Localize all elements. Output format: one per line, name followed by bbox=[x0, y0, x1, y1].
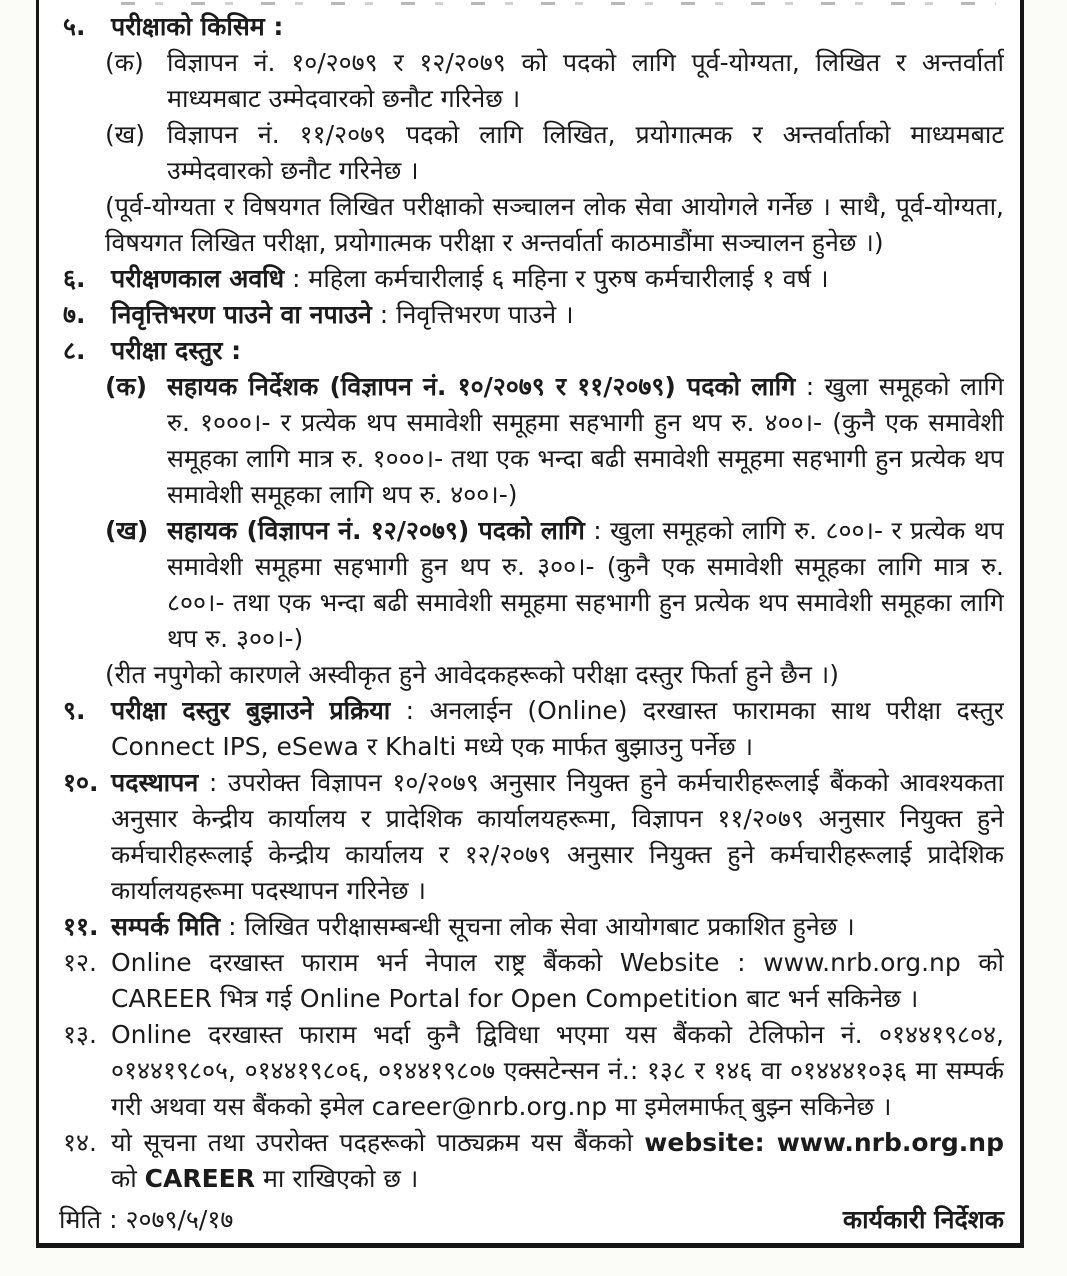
item-8-sub-kha-marker: (ख) bbox=[105, 516, 149, 545]
item-13 bbox=[61, 1017, 1004, 1125]
item-9 bbox=[61, 693, 1004, 765]
item-6-number: ६. bbox=[63, 264, 86, 293]
item-8-sub-ka-marker: (क) bbox=[105, 372, 148, 401]
item-14-number: १४. bbox=[63, 1128, 97, 1157]
item-11-number: ११. bbox=[63, 912, 99, 941]
item-14-text-1: यो सूचना तथा उपरोक्त पदहरूको पाठ्यक्रम यस बैंकको bbox=[111, 1128, 633, 1157]
item-14-career-bold: CAREER bbox=[144, 1164, 255, 1193]
item-8-sub-kha-bold: सहायक (विज्ञापन नं. १२/२०७९) पदको लागि bbox=[167, 516, 585, 545]
item-13-text: Online दरखास्त फाराम भर्दा कुनै द्विविधा भएमा यस बैंकको टेलिफोन नं. ०१४४१९८०४, ०१४४१९८०५, ०१४४१९८०६, ०१४४१९८०७ एक्सटेन्सन नं.: १३८ र १४६ वा ०१४४४१०३६ मा सम्पर्क गरी अथवा यस बैंकको इमेल career@nrb.org.np मा इमेलमार्फत् बुझ्न सकिनेछ । bbox=[111, 1020, 1004, 1121]
item-14-text-2: को bbox=[111, 1164, 137, 1193]
cropped-text-remnant bbox=[121, 0, 996, 5]
item-11-text: : लिखित परीक्षासम्बन्धी सूचना लोक सेवा आयोगबाट प्रकाशित हुनेछ । bbox=[220, 912, 855, 941]
notice-border-frame bbox=[36, 0, 1024, 1248]
item-5-sub-kha-text: विज्ञापन नं. ११/२०७९ पदको लागि लिखित, प्रयोगात्मक र अन्तर्वार्ताको माध्यमबाट उम्मेदवारको छनौट गरिनेछ । bbox=[167, 120, 1004, 185]
item-7-text: : निवृत्तिभरण पाउने । bbox=[371, 300, 574, 329]
item-10 bbox=[61, 765, 1004, 909]
item-12-text: Online दरखास्त फाराम भर्न नेपाल राष्ट्र बैंकको Website : www.nrb.org.np को CAREER भित्र गई Online Portal for Open Competition बाट भर्न सकिनेछ । bbox=[111, 948, 1004, 1013]
item-8-number: ८. bbox=[63, 336, 86, 365]
item-9-number: ९. bbox=[63, 696, 86, 725]
item-5-label: परीक्षाको किसिम : bbox=[111, 12, 284, 41]
item-10-label: पदस्थापन bbox=[111, 768, 199, 797]
notice-body bbox=[61, 0, 1004, 1199]
item-12-number: १२. bbox=[63, 948, 97, 977]
item-11-label: सम्पर्क मिति bbox=[111, 912, 221, 941]
item-8-sub-kha bbox=[105, 513, 1004, 657]
item-5-sub-ka-marker: (क) bbox=[105, 48, 144, 77]
item-11 bbox=[61, 909, 1004, 945]
item-6-text: : महिला कर्मचारीलाई ६ महिना र पुरुष कर्मचारीलाई १ वर्ष । bbox=[284, 264, 829, 293]
item-14-text-3: मा राखिएको छ । bbox=[262, 1164, 419, 1193]
item-5-sub-ka-text: विज्ञापन नं. १०/२०७९ र १२/२०७९ को पदको लागि पूर्व-योग्यता, लिखित र अन्तर्वार्ता माध्यमबाट उम्मेदवारको छनौट गरिनेछ । bbox=[167, 48, 1004, 113]
footer-signature: कार्यकारी निर्देशक bbox=[842, 1205, 1004, 1234]
item-5-note: (पूर्व-योग्यता र विषयगत लिखित परीक्षाको सञ्चालन लोक सेवा आयोगले गर्नेछ । साथै, पूर्व-योग्यता, विषयगत लिखित परीक्षा, प्रयोगात्मक परीक्षा र अन्तर्वार्ता काठमाडौंमा सञ्चालन हुनेछ ।) bbox=[105, 192, 1004, 257]
item-7 bbox=[61, 297, 1004, 333]
item-8 bbox=[61, 333, 1004, 369]
item-5-sub-ka bbox=[105, 45, 1004, 117]
item-10-text: : उपरोक्त विज्ञापन १०/२०७९ अनुसार नियुक्त हुने कर्मचारीहरूलाई बैंकको आवश्यकता अनुसार केन्द्रीय कार्यालय र प्रादेशिक कार्यालयहरूमा, विज्ञापन ११/२०७९ अनुसार नियुक्त हुने कर्मचारीहरूलाई केन्द्रीय कार्यालय र १२/२०७९ अनुसार नियुक्त हुने कर्मचारीहरूलाई प्रादेशिक कार्यालयहरूमा पदस्थापन गरिनेछ । bbox=[111, 768, 1004, 905]
item-5 bbox=[61, 9, 1004, 45]
item-8-sub-kha-text: : खुला समूहको लागि रु. ८००।- र प्रत्येक थप समावेशी समूहमा सहभागी हुन थप रु. ३००।- (कुनै एक समावेशी समूहका लागि मात्र रु. ८००।- तथा एक भन्दा बढी समावेशी समूहमा सहभागी हुन प्रत्येक थप समावेशी समूहका लागि थप रु. ३००।-) bbox=[167, 516, 1004, 653]
item-12 bbox=[61, 945, 1004, 1017]
item-8-note: (रीत नपुगेको कारणले अस्वीकृत हुने आवेदकहरूको परीक्षा दस्तुर फिर्ता हुने छैन ।) bbox=[105, 660, 839, 689]
item-6-label: परीक्षणकाल अवधि bbox=[111, 264, 285, 293]
item-7-number: ७. bbox=[63, 300, 86, 329]
item-9-label: परीक्षा दस्तुर बुझाउने प्रक्रिया bbox=[111, 696, 391, 725]
footer-date: मिति : २०७९/५/१७ bbox=[59, 1205, 234, 1234]
item-10-number: १०. bbox=[63, 768, 99, 797]
item-8-sub-ka bbox=[105, 369, 1004, 513]
item-9-text: : अनलाईन (Online) दरखास्त फारामका साथ परीक्षा दस्तुर Connect IPS, eSewa र Khalti मध्ये एक मार्फत बुझाउनु पर्नेछ । bbox=[111, 696, 1004, 761]
item-8-sub-ka-text: : खुला समूहको लागि रु. १०००।- र प्रत्येक थप समावेशी समूहमा सहभागी हुन थप रु. ४००।- (कुनै एक समावेशी समूहका लागि मात्र रु. १०००।- तथा एक भन्दा बढी समावेशी समूहमा सहभागी हुन प्रत्येक थप समावेशी समूहका लागि थप रु. ४००।-) bbox=[167, 372, 1004, 509]
item-14 bbox=[61, 1125, 1004, 1197]
item-5-sub-kha bbox=[105, 117, 1004, 189]
notice-footer bbox=[59, 1204, 1004, 1236]
item-6 bbox=[61, 261, 1004, 297]
item-5-sub-kha-marker: (ख) bbox=[105, 120, 145, 149]
item-5-number: ५. bbox=[63, 12, 86, 41]
item-7-label: निवृत्तिभरण पाउने वा नपाउने bbox=[111, 300, 372, 329]
item-14-website-bold: website: www.nrb.org.np bbox=[644, 1128, 1004, 1157]
item-8-sub-ka-bold: सहायक निर्देशक (विज्ञापन नं. १०/२०७९ र ११/२०७९) पदको लागि bbox=[167, 372, 796, 401]
item-13-number: १३. bbox=[63, 1020, 97, 1049]
item-8-label: परीक्षा दस्तुर : bbox=[111, 336, 242, 365]
